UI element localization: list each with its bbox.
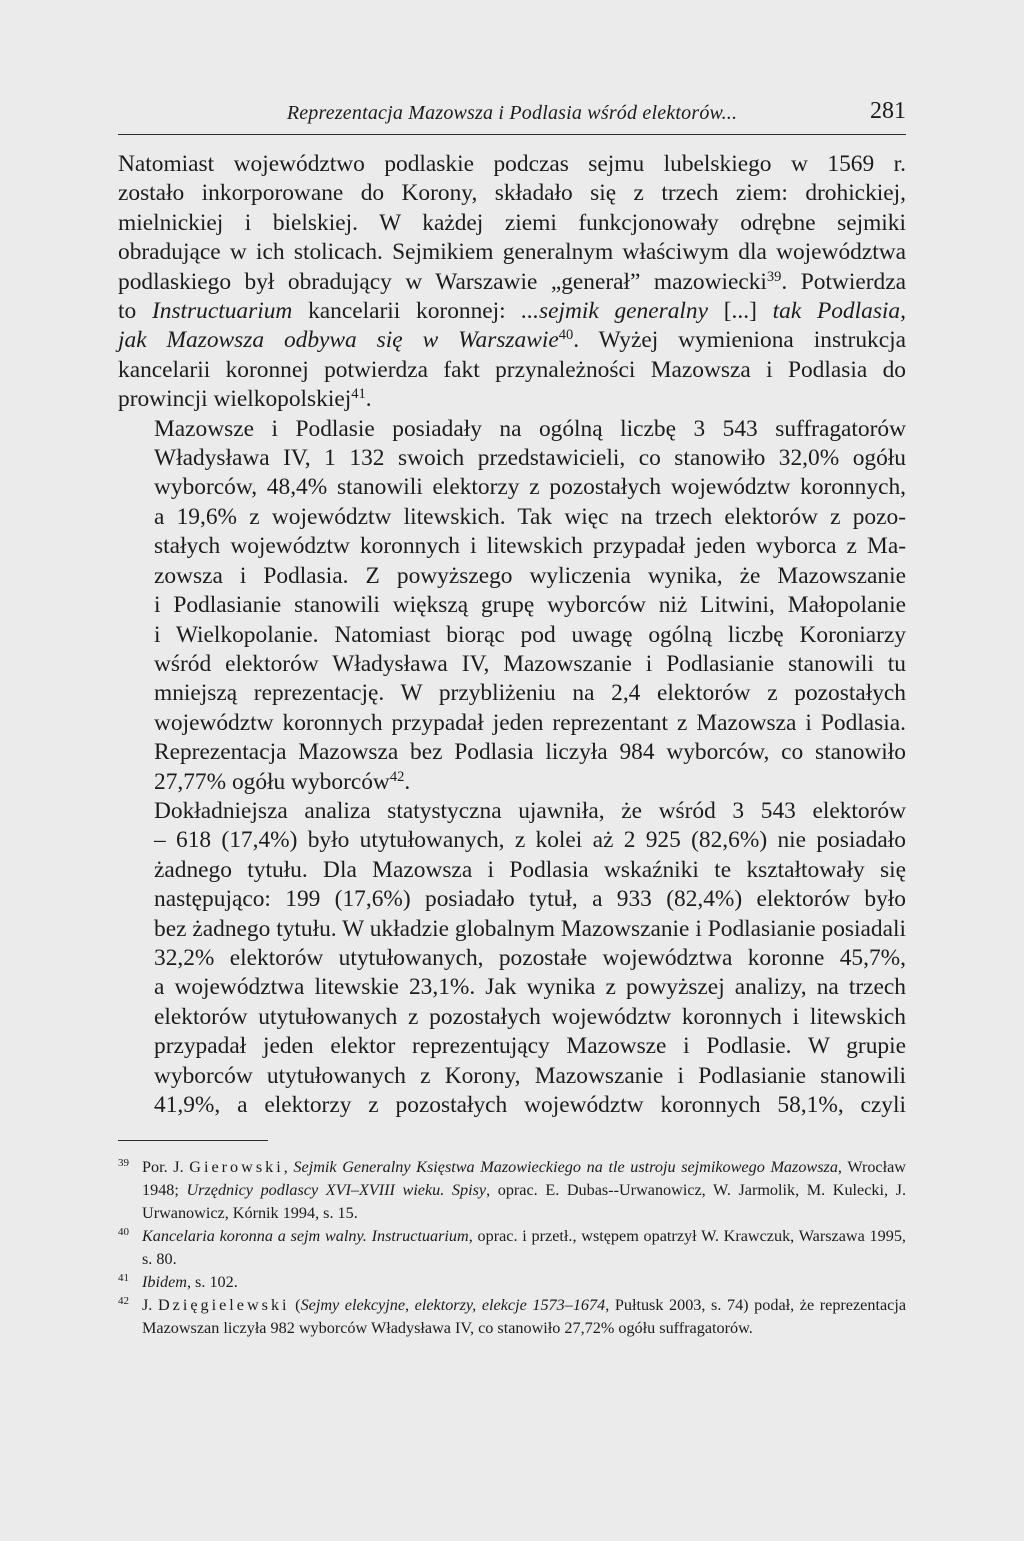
footnote-number: 39 (118, 1157, 129, 1169)
text-line (118, 326, 906, 355)
italic-title: Urzędnicy podlascy XVI–XVIII wieku. Spisy (186, 1181, 487, 1199)
text-line: kancelarii koronnej potwierdza fakt przynależności Mazowsza i Podlasia do (118, 356, 906, 383)
text-line: elektorów utytułowanych z pozostałych województw koronnych i litewskich (154, 1003, 906, 1030)
text-line: bez żadnego tytułu. W układzie globalnym Mazowszanie i Podlasianie posiadali (154, 915, 906, 942)
body-text (118, 150, 906, 1120)
footnote-number: 41 (118, 1272, 129, 1284)
footnote-text: ( (289, 1296, 301, 1314)
italic-title: Kancelaria koronna a sejm walny. Instructuarium (142, 1227, 469, 1245)
text-line (118, 268, 906, 297)
text-line: – 618 (17,4%) było utytułowanych, z kolei aż 2 925 (82,6%) nie posiadało (154, 827, 906, 854)
text-line: wyborców utytułowanych z Korony, Mazowszanie i Podlasianie stanowili (154, 1062, 906, 1089)
text-line: zowsza i Podlasia. Z powyższego wyliczenia wynika, że Mazowszanie (154, 562, 906, 589)
footnote-ref-41: 41 (351, 386, 366, 403)
text-segment: prowincji wielkopolskiej (118, 386, 352, 413)
footnote-text: , s. 102. (186, 1273, 238, 1291)
footnote-text: , Pułtusk 2003, s. 74) podał, że reprezentacja Mazowszan liczyła 982 wyborców Władysława IV, co stanowiło 27,72% ogółu suffragatorów. (142, 1296, 907, 1337)
text-segment: [...] (708, 298, 773, 325)
text-line: 32,2% elektorów utytułowanych, pozostałe województwa koronne 45,7%, (154, 944, 906, 971)
text-line: i Podlasianie stanowili większą grupę wyborców niż Litwini, Małopolanie (154, 592, 906, 619)
italic-title: Ibidem (142, 1273, 187, 1291)
paragraph-1 (118, 150, 906, 415)
running-header (118, 98, 906, 135)
text-segment: kancelarii koronnej: (292, 298, 522, 325)
text-line: Reprezentacja Mazowsza bez Podlasia liczyła 984 wyborców, co stanowiło (154, 739, 906, 766)
text-line: Dokładniejsza analiza statystyczna ujawniła, że wśród 3 543 elektorów (154, 797, 906, 824)
italic-quote: ...sejmik generalny (521, 298, 708, 325)
footnote-39 (118, 1156, 906, 1225)
author-name: Dzięgielewski (157, 1296, 290, 1314)
page-number: 281 (870, 98, 906, 124)
text-segment: . (404, 768, 411, 795)
text-segment: . (365, 386, 372, 413)
text-line: a 19,6% z województw litewskich. Tak więc na trzech elektorów z pozo- (154, 503, 906, 530)
footnote-text: Por. J. (142, 1158, 190, 1176)
footnote-number: 40 (118, 1226, 129, 1238)
text-line: wyborców, 48,4% stanowili elektorzy z pozostałych województw koronnych, (154, 474, 906, 501)
italic-quote: jak Mazowsza odbywa się w Warszawie (118, 327, 559, 354)
italic-title: Sejmy elekcyjne, elektorzy, elekcje 1573–1674 (300, 1296, 606, 1314)
footnote-ref-42: 42 (389, 768, 405, 785)
running-title: Reprezentacja Mazowsza i Podlasia wśród elektorów... (286, 102, 738, 124)
text-line (118, 297, 906, 326)
text-line: a województwa litewskie 23,1%. Jak wynika z powyższej analizy, na trzech (154, 974, 906, 1001)
author-name: Gierowski (189, 1158, 284, 1176)
footnote-divider (118, 1140, 268, 1141)
footnote-41 (118, 1271, 906, 1294)
footnote-text: , (283, 1158, 294, 1176)
footnote-text: J. (142, 1296, 158, 1314)
italic-title: Sejmik Generalny Księstwa Mazowieckiego na tle ustroju sejmikowego Mazowsza (293, 1158, 838, 1176)
footnote-text: , oprac. i przetł., wstępem opatrzył W. Krawczuk, Warszawa 1995, s. 80. (142, 1227, 906, 1268)
text-segment: . Potwierdza (781, 268, 906, 295)
text-line: Natomiast województwo podlaskie podczas sejmu lubelskiego w 1569 r. (118, 151, 906, 177)
text-line: mielnickiej i bielskiej. W każdej ziemi funkcjonowały odrębne sejmiki (118, 209, 906, 236)
footnote-number: 42 (118, 1295, 129, 1307)
text-line: przypadał jeden elektor reprezentujący Mazowsze i Podlasie. W grupie (154, 1033, 906, 1060)
text-line: Mazowsze i Podlasie posiadały na ogólną liczbę 3 543 suffragatorów (154, 415, 906, 442)
text-line (118, 385, 906, 414)
text-line: mniejszą reprezentację. W przybliżeniu na 2,4 elektorów z pozostałych (154, 680, 906, 707)
footnote-ref-40: 40 (558, 327, 574, 344)
text-segment: 27,77% ogółu wyborców (154, 768, 390, 795)
italic-title: Instructuarium (151, 298, 293, 325)
text-line: stałych województw koronnych i litewskich przypadał jeden wyborca z Ma- (154, 533, 906, 560)
text-line: obradujące w ich stolicach. Sejmikiem generalnym właściwym dla województwa (118, 239, 906, 266)
footnote-text: , Wrocław 1948; (142, 1158, 906, 1199)
footnote-40 (118, 1225, 906, 1271)
paragraph-2 (118, 415, 906, 797)
text-line: następująco: 199 (17,6%) posiadało tytuł, a 933 (82,4%) elektorów było (154, 886, 906, 913)
text-line: zostało inkorporowane do Korony, składało się z trzech ziem: drohickiej, (118, 180, 906, 207)
text-line: i Wielkopolanie. Natomiast biorąc pod uwagę ogólną liczbę Koroniarzy (154, 621, 906, 648)
text-segment: podlaskiego był obradujący w Warszawie „generał” mazowiecki (118, 268, 767, 295)
text-line: żadnego tytułu. Dla Mazowsza i Podlasia wskaźniki te kształtowały się (154, 856, 906, 883)
footnote-ref-39: 39 (766, 268, 782, 285)
text-line: wśród elektorów Władysława IV, Mazowszanie i Podlasianie stanowili tu (154, 650, 906, 677)
text-line: Władysława IV, 1 132 swoich przedstawicieli, co stanowiło 32,0% ogółu (154, 445, 906, 472)
italic-quote: tak Podlasia, (772, 298, 906, 325)
text-line: 41,9%, a elektorzy z pozostałych województw koronnych 58,1%, czyli (154, 1092, 906, 1118)
text-line (118, 768, 906, 797)
footnote-text: , oprac. E. Dubas--Urwanowicz, W. Jarmolik, M. Kulecki, J. Urwanowicz, Kórnik 1994, s. 15. (142, 1181, 906, 1222)
footnotes (118, 1156, 906, 1340)
text-segment: . Wyżej wymieniona instrukcja (573, 327, 906, 354)
footnote-42 (118, 1294, 906, 1340)
text-segment: to (118, 298, 152, 325)
text-line: województw koronnych przypadał jeden reprezentant z Mazowsza i Podlasia. (154, 709, 906, 736)
paragraph-3 (118, 797, 906, 1120)
